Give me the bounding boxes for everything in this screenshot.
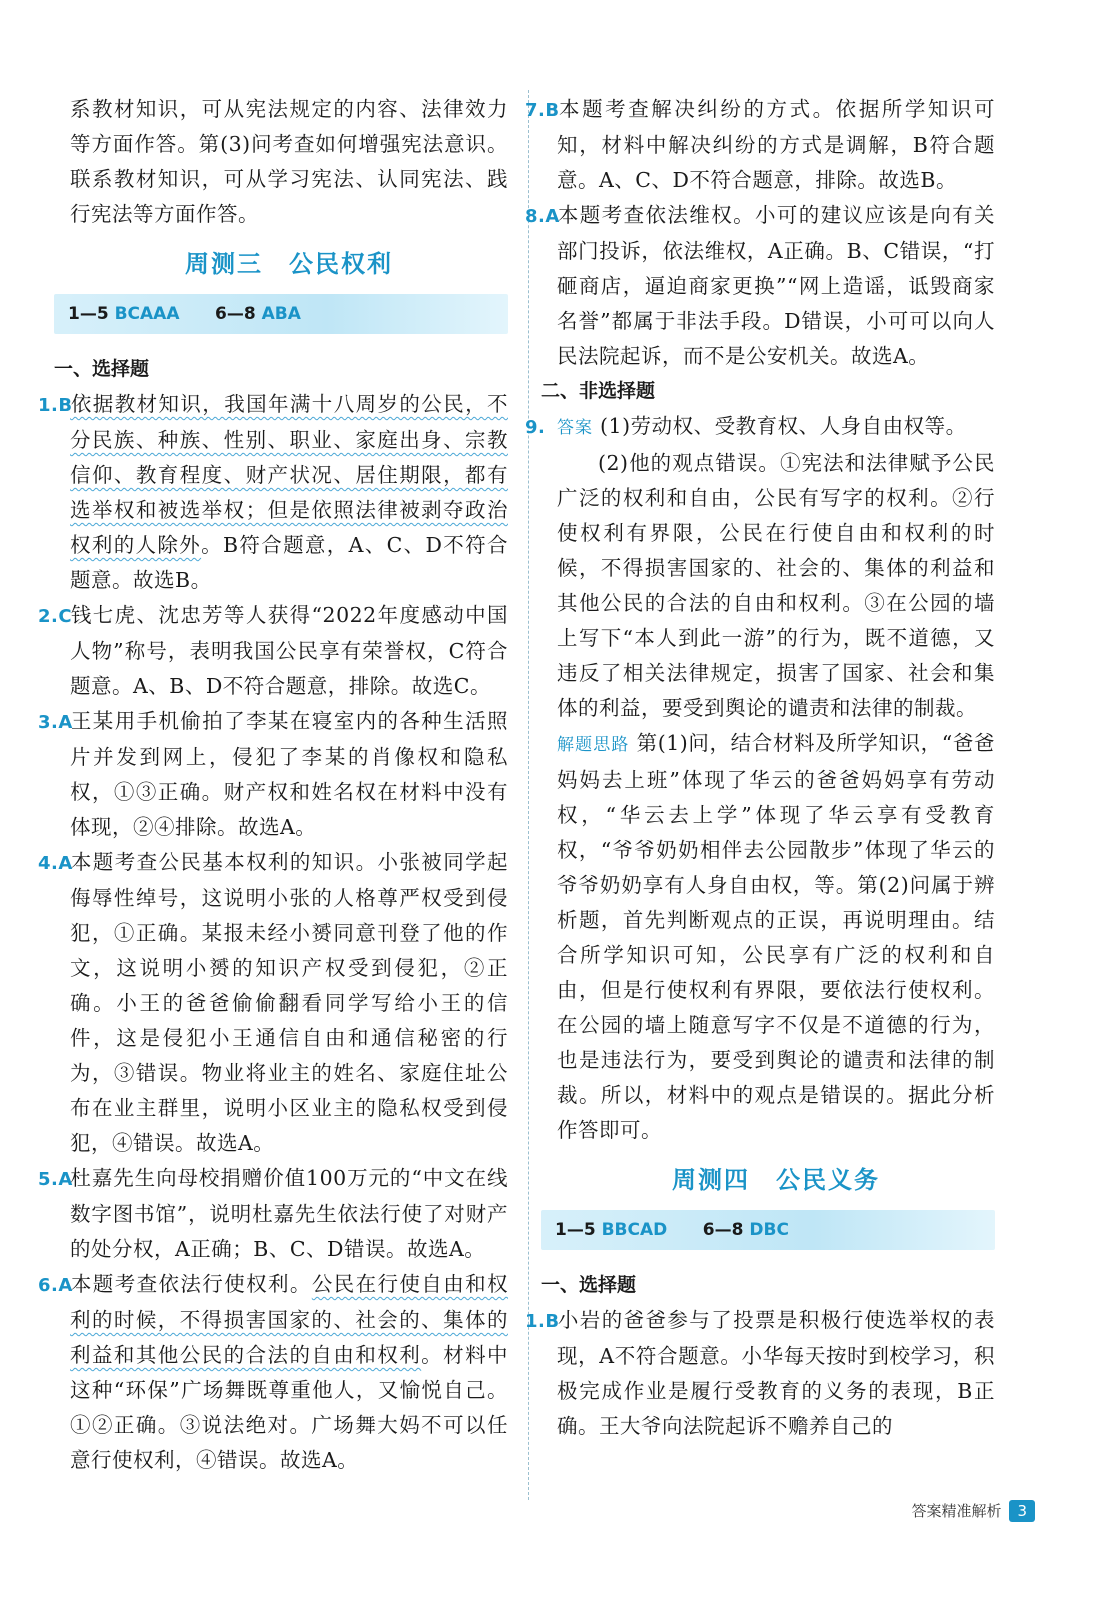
item-number: 3.A (38, 712, 73, 733)
item-number: 2.C (38, 606, 73, 627)
answer-item-4 (38, 845, 508, 1161)
solution-thinking (557, 726, 995, 1148)
answer-item-2 (38, 598, 508, 704)
item-text: 本题考查公民基本权利的知识。小张被同学起侮辱性绰号，这说明小张的人格尊严权受到侵犯，①正确。某报未经小赟同意刊登了他的作文，这说明小赟的知识产权受到侵犯，②正确。小王的爸爸偷偷翻看同学写给小王的信件，这是侵犯小王通信自由和通信秘密的行为，③错误。物业将业主的姓名、家庭住址公布在业主群里，说明小区业主的隐私权受到侵犯，④错误。故选A。 (70, 850, 508, 1155)
answer-bar-week3 (54, 294, 508, 334)
heading-choice-week4: 一、选择题 (541, 1274, 637, 1296)
section-title-week4-a: 周测四 (672, 1166, 750, 1194)
section-title-week4-b: 公民义务 (776, 1166, 880, 1194)
answer-values-2: DBC (749, 1220, 789, 1240)
item-text: 本题考查依法维权。小可的建议应该是向有关部门投诉，依法维权，A正确。B、C错误，“打砸商店，逼迫商家更换”“网上造谣，诋毁商家名誉”都属于非法手段。D错误，小可可以向人民法院起诉，而不是公安机关。故选A。 (557, 203, 995, 368)
answer-item-w4-1 (525, 1303, 995, 1444)
footer-label: 答案精准解析 (911, 1502, 1002, 1520)
item-number: 7.B (525, 100, 560, 121)
item-number: 4.A (38, 853, 73, 874)
page-number: 3 (1009, 1500, 1035, 1522)
answer-tag: 答案 (557, 418, 593, 438)
left-column (38, 92, 509, 1478)
thinking-tag: 解题思路 (557, 735, 630, 755)
section-title-week3 (70, 244, 508, 284)
column-divider (528, 90, 529, 1500)
answer-range-1: 1—5 (68, 304, 109, 324)
page-footer (911, 1500, 1035, 1522)
heading-choice: 一、选择题 (54, 358, 150, 380)
answer-item-8 (525, 198, 995, 374)
item-number: 5.A (38, 1169, 73, 1190)
item-text: 。材料中这种“环保”广场舞既尊重他人，又愉悦自己。①②正确。③说法绝对。广场舞大妈不可以任意行使权利，④错误。故选A。 (70, 1343, 509, 1472)
thinking-text: 第(1)问，结合材料及所学知识，“爸爸妈妈去上班”体现了华云的爸爸妈妈享有劳动权，“华云去上学”体现了华云享有受教育权，“爷爷奶奶相伴去公园散步”体现了华云的爷爷奶奶享有人身自由权，等。第(2)问属于辨析题，首先判断观点的正误，再说明理由。结合所学知识可知，公民享有广泛的权利和自由，但是行使权利有界限，要依法行使权利。在公园的墙上随意写字不仅是不道德的行为，也是违法行为，要受到舆论的谴责和法律的制裁。所以，材料中的观点是错误的。据此分析作答即可。 (557, 731, 995, 1142)
q9-part2: (2)他的观点错误。①宪法和法律赋予公民广泛的权利和自由，公民有写字的权利。②行使权利有界限，公民在行使自由和权利的时候，不得损害国家的、社会的、集体的利益和其他公民的合法的自由和权利。③在公园的墙上写下“本人到此一游”的行为，既不道德，又违反了相关法律规定，损害了国家、社会和集体的利益，要受到舆论的谴责和法律的制裁。 (557, 451, 995, 720)
section-title-week3-a: 周测三 (185, 250, 263, 278)
answer-range-2: 6—8 (702, 1220, 744, 1240)
answer-item-5 (38, 1161, 508, 1267)
answer-item-1 (38, 387, 508, 598)
item-number: 1.B (525, 1311, 560, 1332)
right-column (525, 92, 995, 1444)
item-number: 1.B (38, 395, 73, 416)
answer-item-9 (525, 409, 995, 446)
item-pre-text: 本题考查依法行使权利。 (70, 1272, 312, 1296)
section-title-week3-b: 公民权利 (289, 250, 393, 278)
item-wavy-text: 依据教材知识，我国年满十八周岁的公民，不分民族、种族、性别、职业、家庭出身、宗教信仰、教育程度、财产状况、居住期限，都有选举权和被选举权；但是依照法律被剥夺政治权利的人除外 (70, 392, 508, 557)
item-number: 9. (525, 417, 546, 438)
heading-non-choice: 二、非选择题 (541, 380, 656, 402)
item-text: 本题考查解决纠纷的方式。依据所学知识可知，材料中解决纠纷的方式是调解，B符合题意。A、C、D不符合题意，排除。故选B。 (557, 97, 995, 192)
item-wavy-text: 公民在行使自由和权利的时候，不得损害国家的、社会的、集体的利益和其他公民的合法的自由和权利 (70, 1272, 509, 1367)
answer-item-7 (525, 92, 995, 198)
answer-range-1: 1—5 (555, 1220, 596, 1240)
section-title-week4 (557, 1160, 995, 1200)
item-number: 6.A (38, 1275, 73, 1296)
answer-item-3 (38, 704, 508, 845)
q9-part1: (1)劳动权、受教育权、人身自由权等。 (600, 414, 967, 438)
answer-range-2: 6—8 (215, 304, 256, 324)
item-text: 钱七虎、沈忠芳等人获得“2022年度感动中国人物”称号，表明我国公民享有荣誉权，C符合题意。A、B、D不符合题意，排除。故选C。 (70, 603, 508, 698)
answer-item-6 (38, 1267, 509, 1478)
answer-values-1: BBCAD (601, 1220, 668, 1240)
item-text: 。B符合题意，A、C、D不符合题意。故选B。 (70, 533, 508, 592)
item-text: 杜嘉先生向母校捐赠价值100万元的“中文在线数字图书馆”，说明杜嘉先生依法行使了对财产的处分权，A正确；B、C、D错误。故选A。 (70, 1166, 508, 1261)
item-text: 小岩的爸爸参与了投票是积极行使选举权的表现，A不符合题意。小华每天按时到校学习，积极完成作业是履行受教育的义务的表现，B正确。王大爷向法院起诉不赡养自己的 (557, 1308, 995, 1438)
answer-values-1: BCAAA (114, 304, 180, 324)
answer-values-2: ABA (261, 304, 301, 324)
answer-bar-week4 (541, 1210, 995, 1250)
intro-paragraph: 系教材知识，可从宪法规定的内容、法律效力等方面作答。第(3)问考查如何增强宪法意识。联系教材知识，可从学习宪法、认同宪法、践行宪法等方面作答。 (70, 97, 508, 226)
item-text: 王某用手机偷拍了李某在寝室内的各种生活照片并发到网上，侵犯了李某的肖像权和隐私权，①③正确。财产权和姓名权在材料中没有体现，②④排除。故选A。 (70, 709, 508, 839)
item-number: 8.A (525, 206, 560, 227)
